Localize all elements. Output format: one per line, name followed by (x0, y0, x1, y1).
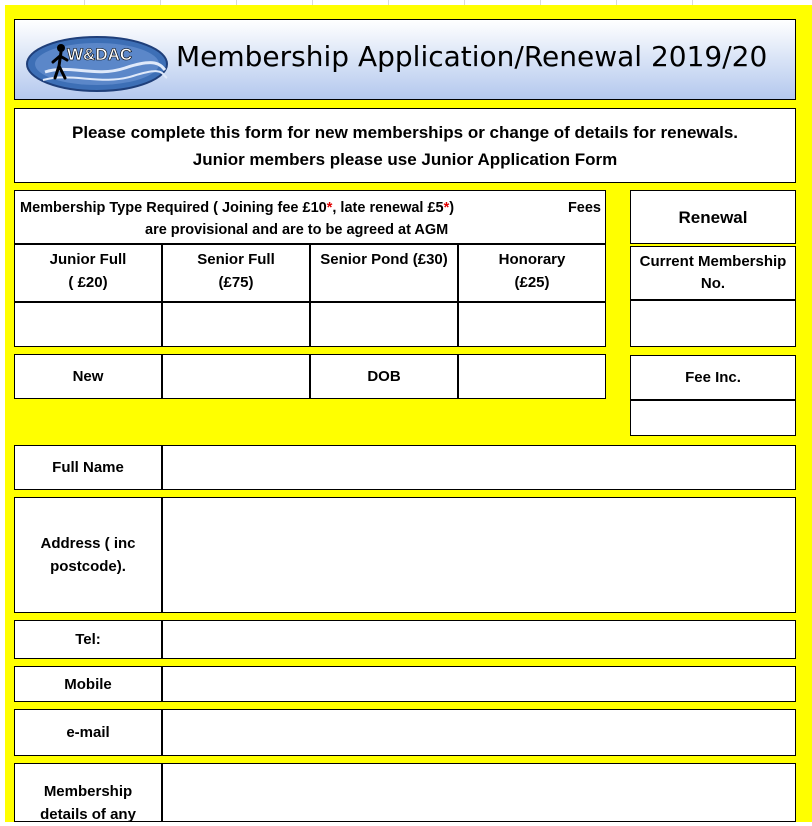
instructions-line-2: Junior members please use Junior Application Form (192, 150, 618, 169)
tel-label: Tel: (14, 620, 162, 659)
club-logo-icon (25, 34, 170, 94)
address-label-line-2: postcode). (50, 558, 126, 575)
membership-type-suffix: ) (449, 200, 455, 216)
membership-type-prefix: Membership Type Required ( Joining fee £10 (20, 200, 327, 216)
new-label: New (14, 354, 162, 399)
required-star: * (326, 200, 333, 216)
option-label-line-1: Senior Pond (£30) (320, 251, 448, 268)
option-label-line-2: (£25) (514, 274, 550, 291)
page-title: Membership Application/Renewal 2019/20 (176, 40, 768, 73)
current-membership-no-label (630, 246, 796, 300)
membership-type-line-2: are provisional and are to be agreed at AGM (145, 222, 449, 238)
option-senior-pond-label (310, 244, 458, 302)
fee-inc-label: Fee Inc. (630, 355, 796, 400)
renewal-header: Renewal (630, 190, 796, 244)
fee-inc-input[interactable] (630, 400, 796, 436)
option-honorary-label (458, 244, 606, 302)
address-label-line-1: Address ( inc (40, 535, 136, 552)
dob-input[interactable] (458, 354, 606, 399)
full-name-label: Full Name (14, 445, 162, 490)
membership-type-line-1 (20, 197, 454, 219)
option-senior-full-label (162, 244, 310, 302)
membership-details-input[interactable] (162, 763, 796, 822)
membership-details-label (14, 763, 162, 822)
option-label-line-1: Senior Full (197, 251, 275, 268)
current-membership-no-input[interactable] (630, 300, 796, 347)
new-input[interactable] (162, 354, 310, 399)
email-label: e-mail (14, 709, 162, 756)
address-input[interactable] (162, 497, 796, 613)
email-input[interactable] (162, 709, 796, 756)
instructions-line-1: Please complete this form for new memberships or change of details for renewals. (71, 123, 739, 142)
senior-full-input[interactable] (162, 302, 310, 347)
instructions-box (14, 108, 796, 183)
option-label-line-1: Junior Full (49, 251, 127, 268)
fees-label: Fees (567, 200, 601, 216)
junior-full-input[interactable] (14, 302, 162, 347)
logo-text: W&DAC (67, 45, 133, 64)
mobile-label: Mobile (14, 666, 162, 702)
mobile-input[interactable] (162, 666, 796, 702)
option-label-line-2: (£75) (218, 274, 254, 291)
dob-label: DOB (310, 354, 458, 399)
option-junior-full-label (14, 244, 162, 302)
full-name-input[interactable] (162, 445, 796, 490)
required-star: * (443, 200, 450, 216)
senior-pond-input[interactable] (310, 302, 458, 347)
option-label-line-2: ( £20) (68, 274, 108, 291)
current-membership-line-1: Current Membership (639, 253, 787, 270)
membership-details-line-1: Membership (43, 783, 133, 800)
membership-type-header (14, 190, 606, 244)
honorary-input[interactable] (458, 302, 606, 347)
membership-details-line-2: details of any (40, 806, 136, 823)
membership-type-middle: , late renewal £5 (332, 200, 444, 216)
address-label (14, 497, 162, 613)
tel-input[interactable] (162, 620, 796, 659)
option-label-line-1: Honorary (498, 251, 566, 268)
current-membership-line-2: No. (700, 275, 726, 292)
